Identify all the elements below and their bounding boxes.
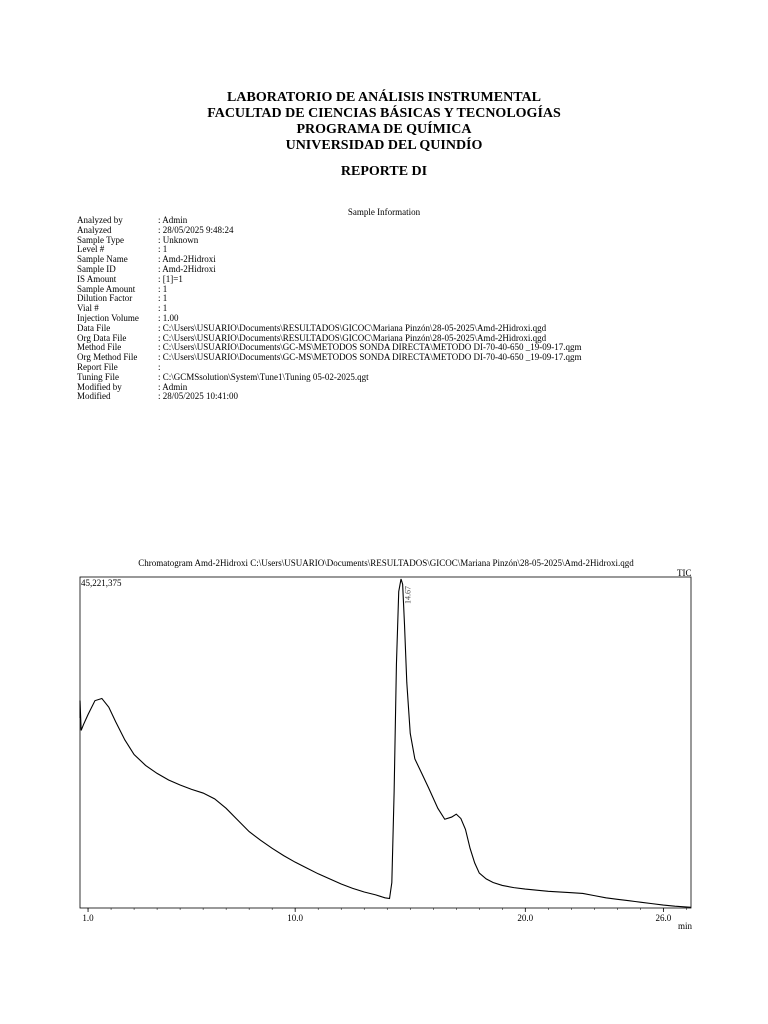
sample-info-label: Method File [77, 342, 122, 353]
sample-info-label: Org Data File [77, 332, 127, 343]
sample-info-label: Injection Volume [77, 312, 139, 323]
sample-info-label: Sample Amount [77, 283, 136, 294]
plot-frame [80, 577, 691, 908]
sample-info-value: : Unknown [158, 234, 199, 245]
header-line-program: PROGRAMA DE QUÍMICA [296, 122, 472, 137]
sample-info-label: Level # [77, 244, 105, 255]
sample-info-label: Tuning File [77, 371, 119, 382]
sample-info-value: : 1 [158, 283, 168, 294]
sample-info-label: Analyzed [77, 224, 112, 235]
sample-info-value: : 1 [158, 244, 168, 255]
sample-info-value: : C:\Users\USUARIO\Documents\RESULTADOS\GICOC\Mariana Pinzón\28-05-2025\Amd-2Hidroxi.qgd [158, 332, 547, 343]
sample-info-label: Org Method File [77, 352, 138, 363]
report-title: REPORTE DI [340, 164, 428, 179]
sample-info-value: : Amd-2Hidroxi [158, 254, 216, 265]
chart-title: Chromatogram Amd-2Hidroxi C:\Users\USUARIO\Documents\RESULTADOS\GICOC\Mariana Pinzón\28-05-2025\Amd-2Hidroxi.qgd [138, 558, 634, 568]
x-axis-ticks [82, 908, 686, 923]
x-tick-label: 26.0 [655, 913, 672, 923]
peak-label: 14.67 [403, 586, 413, 604]
sample-info-value: : C:\GCMSsolution\System\Tune1\Tuning 05-02-2025.qgt [158, 371, 369, 382]
x-tick-label: 10.0 [287, 913, 304, 923]
x-tick-label: 20.0 [517, 913, 534, 923]
sample-info-value: : C:\Users\USUARIO\Documents\GC-MS\METODOS SONDA DIRECTA\METODO DI-70-40-650 _19-09-17.qgm [158, 352, 582, 363]
sample-info-value: : C:\Users\USUARIO\Documents\RESULTADOS\GICOC\Mariana Pinzón\28-05-2025\Amd-2Hidroxi.qgd [158, 322, 547, 333]
sample-info-label: Sample ID [77, 263, 116, 274]
sample-info-value: : 28/05/2025 9:48:24 [158, 224, 234, 235]
sample-info-value: : [1]=1 [158, 273, 183, 284]
header-line-university: UNIVERSIDAD DEL QUINDÍO [285, 138, 483, 153]
sample-info-label: Vial # [77, 303, 99, 314]
sample-info-value: : Amd-2Hidroxi [158, 263, 216, 274]
sample-info-label: Sample Type [77, 234, 124, 245]
x-axis-label: min [678, 921, 693, 931]
sample-info-value: : 1 [158, 303, 168, 314]
header-line-faculty: FACULTAD DE CIENCIAS BÁSICAS Y TECNOLOGÍAS [207, 106, 561, 121]
sample-info-label: Modified by [77, 381, 122, 392]
sample-info-value: : [158, 361, 161, 372]
tic-trace [80, 579, 691, 907]
sample-info-label: Dilution Factor [77, 293, 133, 304]
sample-info-title: Sample Information [347, 207, 421, 217]
y-max-label: 45,221,375 [81, 578, 122, 588]
sample-info-value: : 1.00 [158, 312, 179, 323]
sample-info-value: : C:\Users\USUARIO\Documents\GC-MS\METODOS SONDA DIRECTA\METODO DI-70-40-650 _19-09-17.qgm [158, 342, 582, 353]
sample-info-label: Report File [77, 361, 118, 372]
sample-info-label: Data File [77, 322, 111, 333]
sample-info-label: Analyzed by [77, 215, 123, 225]
header-line-lab: LABORATORIO DE ANÁLISIS INSTRUMENTAL [227, 90, 541, 105]
sample-info-label: IS Amount [77, 273, 117, 284]
sample-info-value: : Admin [158, 381, 188, 392]
sample-info-label: Modified [77, 391, 111, 402]
sample-info-value: : 28/05/2025 10:41:00 [158, 391, 239, 402]
series-label-tic: TIC [677, 568, 692, 578]
sample-info-value: : Admin [158, 215, 188, 225]
sample-info-value: : 1 [158, 293, 168, 304]
sample-info-label: Sample Name [77, 254, 128, 265]
x-tick-label: 1.0 [82, 913, 94, 923]
